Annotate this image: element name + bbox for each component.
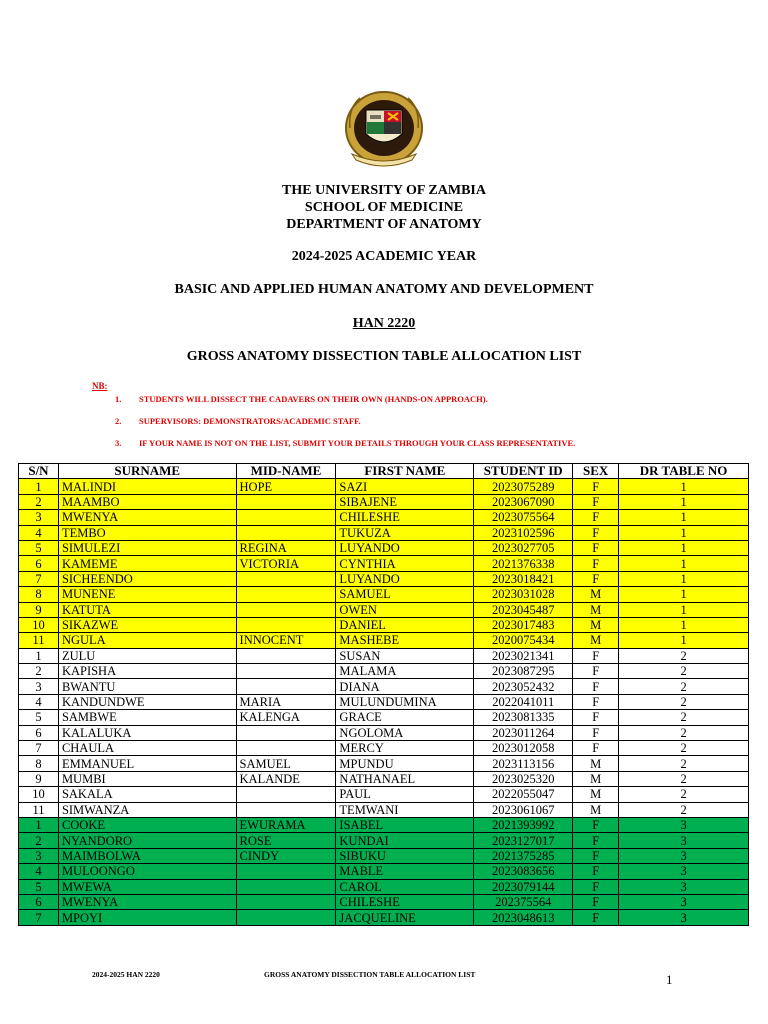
cell-surname: SICHEENDO [58,571,236,586]
cell-sex: M [573,787,619,802]
cell-surname: SIMWANZA [58,802,236,817]
cell-dr-table-no: 2 [619,664,749,679]
cell-surname: KATUTA [58,602,236,617]
table-row [19,894,749,909]
cell-sex: F [573,664,619,679]
table-row [19,556,749,571]
cell-dr-table-no: 1 [619,510,749,525]
cell-mid-name: EWURAMA [236,817,336,832]
cell-dr-table-no: 2 [619,679,749,694]
table-row [19,910,749,925]
cell-first-name: SUSAN [336,648,474,663]
cell-sn: 3 [19,848,59,863]
cell-mid-name [236,787,336,802]
cell-surname: SIKAZWE [58,617,236,632]
cell-surname: SAKALA [58,787,236,802]
cell-student-id: 2023045487 [474,602,573,617]
course-title: BASIC AND APPLIED HUMAN ANATOMY AND DEVELOPMENT [174,282,594,297]
cell-surname: MUMBI [58,771,236,786]
cell-first-name: JACQUELINE [336,910,474,925]
cell-dr-table-no: 2 [619,725,749,740]
cell-sex: F [573,848,619,863]
cell-student-id: 2023052432 [474,679,573,694]
cell-mid-name: CINDY [236,848,336,863]
cell-student-id: 2023075289 [474,479,573,494]
cell-student-id: 2023031028 [474,587,573,602]
cell-mid-name [236,648,336,663]
table-row [19,633,749,648]
cell-surname: BWANTU [58,679,236,694]
cell-dr-table-no: 3 [619,864,749,879]
institution-heading [0,182,768,233]
cell-sn: 8 [19,587,59,602]
cell-dr-table-no: 1 [619,479,749,494]
cell-first-name: MALAMA [336,664,474,679]
cell-sn: 6 [19,894,59,909]
cell-sn: 5 [19,540,59,555]
cell-sn: 10 [19,787,59,802]
cell-mid-name: MARIA [236,694,336,709]
cell-student-id: 2023061067 [474,802,573,817]
table-row [19,879,749,894]
cell-sex: M [573,617,619,632]
cell-mid-name: REGINA [236,540,336,555]
cell-first-name: CHILESHE [336,894,474,909]
cell-surname: SAMBWE [58,710,236,725]
cell-surname: MULOONGO [58,864,236,879]
cell-sex: M [573,633,619,648]
cell-sn: 4 [19,525,59,540]
cell-mid-name [236,525,336,540]
cell-mid-name [236,879,336,894]
table-header-row [19,464,749,479]
table-row [19,479,749,494]
cell-sex: F [573,864,619,879]
cell-student-id: 202375564 [474,894,573,909]
cell-sex: F [573,910,619,925]
cell-first-name: GRACE [336,710,474,725]
cell-sex: M [573,771,619,786]
cell-mid-name [236,741,336,756]
cell-sn: 4 [19,864,59,879]
cell-sn: 7 [19,741,59,756]
page-number: 1 [666,972,673,987]
cell-dr-table-no: 1 [619,617,749,632]
cell-sn: 3 [19,679,59,694]
cell-sex: F [573,540,619,555]
cell-first-name: MPUNDU [336,756,474,771]
cell-sn: 10 [19,617,59,632]
table-row [19,741,749,756]
table-row [19,802,749,817]
cell-sex: F [573,510,619,525]
header-sn: S/N [19,464,59,479]
cell-mid-name [236,617,336,632]
cell-sex: F [573,494,619,509]
header-sex: SEX [573,464,619,479]
list-title: GROSS ANATOMY DISSECTION TABLE ALLOCATION LIST [186,349,582,364]
cell-mid-name [236,494,336,509]
cell-student-id: 2023075564 [474,510,573,525]
cell-student-id: 2023083656 [474,864,573,879]
cell-student-id: 2023027705 [474,540,573,555]
notes-label: NB: [92,381,108,391]
cell-first-name: MERCY [336,741,474,756]
cell-surname: MAIMBOLWA [58,848,236,863]
cell-dr-table-no: 2 [619,771,749,786]
cell-student-id: 2023067090 [474,494,573,509]
cell-sex: F [573,525,619,540]
table-row [19,817,749,832]
cell-sex: F [573,556,619,571]
cell-first-name: SAZI [336,479,474,494]
note-item [115,393,575,415]
table-row [19,602,749,617]
cell-first-name: MABLE [336,864,474,879]
cell-mid-name [236,679,336,694]
cell-first-name: KUNDAI [336,833,474,848]
table-row [19,510,749,525]
cell-first-name: LUYANDO [336,540,474,555]
cell-student-id: 2023048613 [474,910,573,925]
cell-sex: M [573,802,619,817]
cell-dr-table-no: 3 [619,879,749,894]
cell-sex: M [573,602,619,617]
note-text: STUDENTS WILL DISSECT THE CADAVERS ON THEIR OWN (HANDS-ON APPROACH). [139,394,488,404]
cell-student-id: 2023087295 [474,664,573,679]
cell-surname: MUNENE [58,587,236,602]
cell-student-id: 2023025320 [474,771,573,786]
cell-dr-table-no: 2 [619,648,749,663]
cell-first-name: DANIEL [336,617,474,632]
cell-surname: CHAULA [58,741,236,756]
cell-sn: 1 [19,648,59,663]
cell-student-id: 2023011264 [474,725,573,740]
cell-student-id: 2023079144 [474,879,573,894]
cell-surname: MALINDI [58,479,236,494]
cell-surname: MWENYA [58,894,236,909]
cell-sn: 7 [19,571,59,586]
cell-surname: COOKE [58,817,236,832]
note-text: SUPERVISORS: DEMONSTRATORS/ACADEMIC STAFF. [139,416,361,426]
table-row [19,679,749,694]
cell-surname: MAAMBO [58,494,236,509]
cell-sn: 9 [19,602,59,617]
table-row [19,756,749,771]
cell-first-name: SAMUEL [336,587,474,602]
note-number: 3. [115,438,122,448]
school-name: SCHOOL OF MEDICINE [304,200,464,215]
cell-student-id: 2023017483 [474,617,573,632]
cell-student-id: 2021393992 [474,817,573,832]
note-number: 2. [115,416,122,426]
header-student-id: STUDENT ID [474,464,573,479]
allocation-table [18,463,749,926]
cell-dr-table-no: 3 [619,894,749,909]
cell-surname: KAPISHA [58,664,236,679]
table-row [19,864,749,879]
footer-center: GROSS ANATOMY DISSECTION TABLE ALLOCATION LIST [264,970,476,979]
academic-year: 2024-2025 ACADEMIC YEAR [291,249,477,264]
cell-first-name: CAROL [336,879,474,894]
cell-sn: 8 [19,756,59,771]
cell-dr-table-no: 1 [619,571,749,586]
cell-sn: 1 [19,479,59,494]
cell-sn: 7 [19,910,59,925]
table-row [19,833,749,848]
cell-dr-table-no: 1 [619,602,749,617]
cell-dr-table-no: 3 [619,910,749,925]
cell-mid-name [236,602,336,617]
cell-mid-name [236,910,336,925]
cell-sex: F [573,817,619,832]
cell-sex: F [573,694,619,709]
cell-mid-name [236,894,336,909]
cell-student-id: 2023113156 [474,756,573,771]
cell-surname: SIMULEZI [58,540,236,555]
table-body [19,479,749,925]
cell-mid-name: INNOCENT [236,633,336,648]
cell-student-id: 2023012058 [474,741,573,756]
cell-student-id: 2023081335 [474,710,573,725]
cell-sex: F [573,571,619,586]
cell-mid-name: VICTORIA [236,556,336,571]
cell-sex: F [573,741,619,756]
cell-dr-table-no: 2 [619,802,749,817]
note-number: 1. [115,394,122,404]
cell-sn: 11 [19,802,59,817]
cell-surname: MWENYA [58,510,236,525]
cell-student-id: 2020075434 [474,633,573,648]
cell-sn: 11 [19,633,59,648]
table-row [19,587,749,602]
cell-sn: 5 [19,879,59,894]
cell-sex: M [573,756,619,771]
cell-student-id: 2023021341 [474,648,573,663]
cell-first-name: CYNTHIA [336,556,474,571]
cell-surname: NGULA [58,633,236,648]
footer-left: 2024-2025 HAN 2220 [92,970,160,979]
university-name: THE UNIVERSITY OF ZAMBIA [282,183,486,198]
header-mid-name: MID-NAME [236,464,336,479]
cell-first-name: SIBAJENE [336,494,474,509]
table-row [19,771,749,786]
cell-first-name: NATHANAEL [336,771,474,786]
cell-dr-table-no: 1 [619,633,749,648]
cell-dr-table-no: 3 [619,833,749,848]
cell-sn: 3 [19,510,59,525]
cell-student-id: 2022055047 [474,787,573,802]
cell-sn: 2 [19,664,59,679]
university-crest-logo [340,88,428,172]
cell-sex: F [573,879,619,894]
cell-mid-name [236,864,336,879]
cell-sn: 9 [19,771,59,786]
cell-first-name: PAUL [336,787,474,802]
department-name: DEPARTMENT OF ANATOMY [286,217,482,232]
note-item [115,415,575,437]
cell-surname: KAMEME [58,556,236,571]
cell-sex: M [573,587,619,602]
cell-first-name: ISABEL [336,817,474,832]
cell-sex: F [573,648,619,663]
header-dr-table-no: DR TABLE NO [619,464,749,479]
cell-surname: KALALUKA [58,725,236,740]
table-row [19,525,749,540]
cell-student-id: 2022041011 [474,694,573,709]
cell-first-name: MASHEBE [336,633,474,648]
cell-student-id: 2021376338 [474,556,573,571]
table-row [19,725,749,740]
cell-sex: F [573,833,619,848]
cell-dr-table-no: 2 [619,741,749,756]
cell-student-id: 2023102596 [474,525,573,540]
cell-dr-table-no: 1 [619,525,749,540]
table-row [19,848,749,863]
cell-surname: MWEWA [58,879,236,894]
cell-student-id: 2021375285 [474,848,573,863]
note-text: IF YOUR NAME IS NOT ON THE LIST, SUBMIT YOUR DETAILS THROUGH YOUR CLASS REPRESENTATIVE. [139,438,576,448]
cell-sn: 4 [19,694,59,709]
cell-dr-table-no: 3 [619,848,749,863]
cell-surname: NYANDORO [58,833,236,848]
cell-first-name: MULUNDUMINA [336,694,474,709]
table-row [19,694,749,709]
cell-mid-name: KALANDE [236,771,336,786]
cell-dr-table-no: 1 [619,540,749,555]
table-row [19,540,749,555]
cell-first-name: LUYANDO [336,571,474,586]
cell-sex: F [573,710,619,725]
cell-student-id: 2023127017 [474,833,573,848]
cell-dr-table-no: 1 [619,494,749,509]
note-item [115,437,575,459]
cell-sex: F [573,479,619,494]
cell-sex: F [573,725,619,740]
cell-first-name: TUKUZA [336,525,474,540]
table-row [19,571,749,586]
cell-surname: ZULU [58,648,236,663]
cell-mid-name [236,802,336,817]
cell-first-name: DIANA [336,679,474,694]
cell-mid-name [236,725,336,740]
cell-mid-name: SAMUEL [236,756,336,771]
cell-first-name: TEMWANI [336,802,474,817]
cell-dr-table-no: 2 [619,694,749,709]
cell-mid-name [236,571,336,586]
notes-list [115,393,575,459]
cell-sn: 6 [19,725,59,740]
cell-mid-name: HOPE [236,479,336,494]
table-row [19,664,749,679]
course-code: HAN 2220 [352,316,416,331]
header-first-name: FIRST NAME [336,464,474,479]
cell-dr-table-no: 3 [619,817,749,832]
cell-dr-table-no: 2 [619,787,749,802]
cell-surname: MPOYI [58,910,236,925]
cell-first-name: CHILESHE [336,510,474,525]
table-row [19,648,749,663]
cell-mid-name [236,587,336,602]
cell-surname: TEMBO [58,525,236,540]
cell-mid-name: KALENGA [236,710,336,725]
cell-sn: 5 [19,710,59,725]
cell-first-name: OWEN [336,602,474,617]
table-row [19,787,749,802]
cell-sn: 2 [19,833,59,848]
cell-sn: 2 [19,494,59,509]
cell-sn: 1 [19,817,59,832]
cell-sex: F [573,894,619,909]
cell-first-name: SIBUKU [336,848,474,863]
table-row [19,494,749,509]
cell-mid-name: ROSE [236,833,336,848]
header-surname: SURNAME [58,464,236,479]
cell-dr-table-no: 1 [619,587,749,602]
cell-first-name: NGOLOMA [336,725,474,740]
cell-dr-table-no: 1 [619,556,749,571]
cell-dr-table-no: 2 [619,710,749,725]
cell-mid-name [236,510,336,525]
cell-surname: KANDUNDWE [58,694,236,709]
table-row [19,617,749,632]
cell-dr-table-no: 2 [619,756,749,771]
cell-surname: EMMANUEL [58,756,236,771]
cell-sex: F [573,679,619,694]
cell-student-id: 2023018421 [474,571,573,586]
cell-mid-name [236,664,336,679]
table-row [19,710,749,725]
cell-sn: 6 [19,556,59,571]
